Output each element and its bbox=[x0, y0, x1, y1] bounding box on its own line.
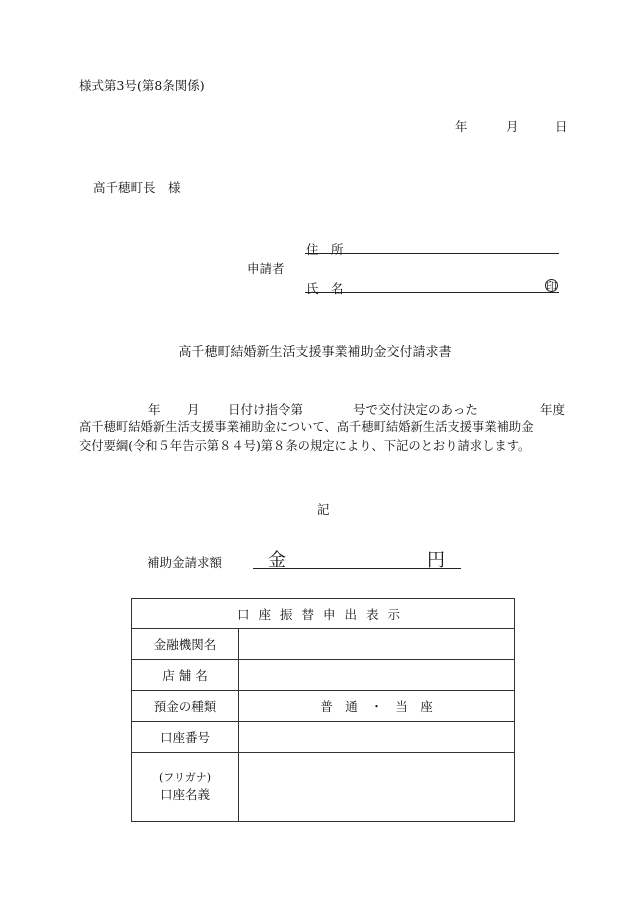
deposit-type-options[interactable]: 普 通 ・ 当 座 bbox=[239, 691, 515, 722]
seal-mark: 印 bbox=[546, 280, 557, 293]
address-label: 住 所 bbox=[306, 242, 344, 257]
body-day-directive: 日付け指令第 bbox=[228, 402, 304, 417]
body-fiscal-year: 年度 bbox=[540, 402, 566, 417]
name-label: 氏 名 bbox=[306, 281, 344, 296]
document-title: 高千穂町結婚新生活支援事業補助金交付請求書 bbox=[178, 345, 452, 360]
form-number: 様式第3号(第8条関係) bbox=[79, 78, 205, 93]
applicant-label: 申請者 bbox=[247, 261, 285, 276]
deposit-type-label: 預金の種類 bbox=[132, 691, 239, 722]
account-holder-field[interactable] bbox=[239, 753, 515, 822]
date-month: 月 bbox=[506, 119, 519, 134]
account-holder-label: 口座名義 bbox=[159, 787, 210, 802]
body-line-2: 高千穂町結婚新生活支援事業補助金について、高千穂町結婚新生活支援事業補助金 bbox=[79, 420, 534, 434]
claim-amount-field[interactable] bbox=[253, 568, 461, 569]
bank-name-label: 金融機関名 bbox=[132, 629, 239, 660]
ki-label: 記 bbox=[317, 502, 330, 517]
account-table-header: 口座振替申出表示 bbox=[132, 599, 515, 629]
date-day: 日 bbox=[555, 119, 568, 134]
date-year: 年 bbox=[455, 119, 468, 134]
body-month: 月 bbox=[187, 402, 200, 417]
furigana-label: (フリガナ) bbox=[158, 771, 212, 784]
claim-amount-label: 補助金請求額 bbox=[147, 555, 223, 570]
branch-name-field[interactable] bbox=[239, 660, 515, 691]
bank-name-field[interactable] bbox=[239, 629, 515, 660]
body-line-3: 交付要綱(令和５年告示第８４号)第８条の規定により、下記のとおり請求します。 bbox=[79, 439, 531, 453]
branch-name-label: 店 舗 名 bbox=[132, 660, 239, 691]
claim-en: 円 bbox=[427, 550, 445, 571]
addressee: 高千穂町長 様 bbox=[93, 180, 181, 195]
body-year: 年 bbox=[148, 402, 161, 417]
account-number-label: 口座番号 bbox=[132, 722, 239, 753]
account-transfer-table bbox=[131, 598, 515, 822]
name-field[interactable] bbox=[305, 292, 559, 293]
account-number-field[interactable] bbox=[239, 722, 515, 753]
account-holder-label-cell bbox=[132, 753, 239, 822]
claim-kin: 金 bbox=[268, 550, 286, 571]
body-issued: 号で交付決定のあった bbox=[353, 402, 478, 417]
address-field[interactable] bbox=[305, 253, 559, 254]
